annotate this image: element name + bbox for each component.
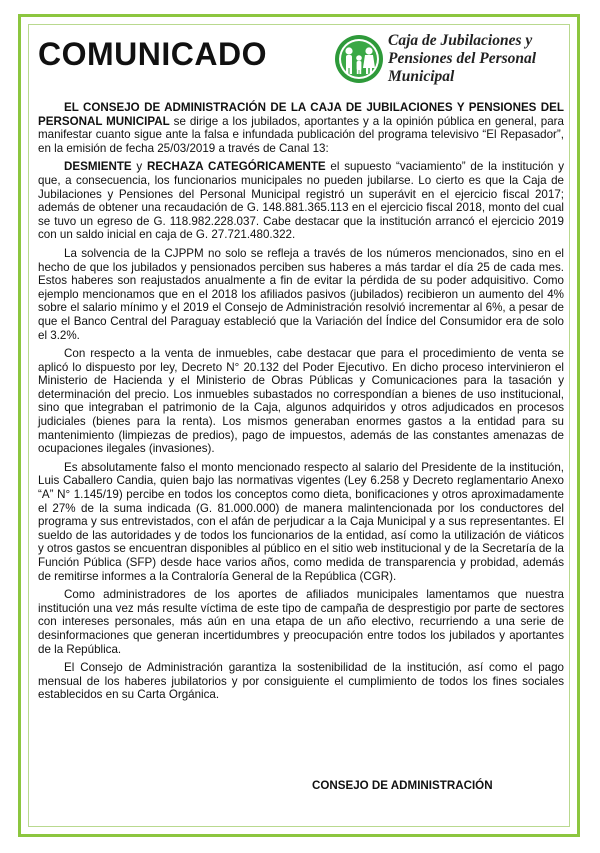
desmiente-bold: DESMIENTE	[64, 160, 132, 174]
intro-rest: se dirige a los jubilados, aportantes y a la opinión pública en general, para manifestar cuanto sigue ante la falsa e infundada publicación del programa televisivo “El Repasador”, en la emisión de fecha 25/03/2019 a través de Canal 13:	[38, 114, 564, 155]
paragraph-garantia: El Consejo de Administración garantiza la sostenibilidad de la institución, así como el pago mensual de los haberes jubilatorios y por consiguiente el cumplimiento de todos los fines sociales establecidos en su Carta Orgánica.	[38, 661, 564, 702]
paragraph-salario: Es absolutamente falso el monto mencionado respecto al salario del Presidente de la institución, Luis Caballero Candia, quien bajo las normativas vigentes (Ley 6.258 y Decreto reglamentario Anexo “A” N° 1.145/19) percibe en todos los conceptos como dieta, bonificaciones y otros aproximadamente el 27% de la suma indicada (G. 81.000.000) de manera malintencionada por los conductores del programa y sus entrevistados, con el afán de perjudicar a la Caja Municipal y a sus representantes. El sueldo de las autoridades y de todos los funcionarios de la entidad, así como la utilización de viáticos y otros gastos se encuentran disponibles al público en el sitio web institucional y de la Secretaría de la Función Pública (SFP) desde hace varios años, como medida de transparencia y probidad, además de remitirse informes a la Contraloría General de la República (CGR).	[38, 460, 564, 583]
org-line-1: Caja de Jubilaciones y	[388, 32, 533, 49]
organization-name	[388, 32, 568, 86]
paragraph-administradores: Como administradores de los aportes de afiliados municipales lamentamos que nuestra institución una vez más resulte víctima de este tipo de campaña de desprestigio por parte de sectores con intereses personales, más aún en una etapa de un año electivo, recurriendo a una serie de desinformaciones que generan incertidumbres y preocupación entre todos los jubilados y aportantes de la República.	[38, 588, 564, 656]
paragraph-desmiente	[38, 160, 564, 242]
desmiente-and: y	[131, 160, 147, 174]
signature: CONSEJO DE ADMINISTRACIÓN	[312, 779, 493, 792]
family-logo-icon	[334, 34, 384, 84]
rechaza-bold: RECHAZA CATEGÓRICAMENTE	[146, 160, 326, 174]
page-title: COMUNICADO	[38, 36, 267, 72]
paragraph-inmuebles: Con respecto a la venta de inmuebles, cabe destacar que para el procedimiento de venta se aplicó lo dispuesto por ley, Decreto N° 20.132 del Poder Ejecutivo. En dicho proceso intervinieron el Ministerio de Hacienda y el Ministerio de Obras Públicas y Comunicaciones para la tasación y determinación del precio. Los inmuebles subastados no correspondían a bienes de uso institucional, sino que integraban el patrimonio de la Caja, algunos adquiridos y otros adjudicados en procesos judiciales (bienes para la renta). Los mismos generaban enormes gastos a la entidad para su mantenimiento (limpiezas de predios), pago de impuestos, además de las constantes amenazas de ocupaciones ilegales (invasiones).	[38, 347, 564, 456]
paragraph-solvencia: La solvencia de la CJPPM no solo se refleja a través de los números mencionados, sino en el hecho de que los jubilados y pensionados perciben sus haberes a más tardar el día 25 de cada mes. Estos haberes son reajustados anualmente a fin de evitar la pérdida de su poder adquisitivo. Como ejemplo mencionamos que en el 2018 los afiliados pasivos (jubilados) recibieron un aumento del 4% sobre el salario mínimo y el 2019 el Consejo de Administración resolvió incrementar al 6%, a pesar de que el Banco Central del Paraguay estableció que la Variación del Índice del Consumidor era de solo el 3.2%.	[38, 246, 564, 342]
org-line-3: Municipal	[388, 68, 455, 85]
org-line-2: Pensiones del Personal	[388, 50, 537, 67]
paragraph-intro	[38, 101, 564, 155]
intro-bold: EL CONSEJO DE ADMINISTRACIÓN DE LA CAJA DE JUBILACIONES Y PENSIONES DEL PERSONAL MUNICIPAL	[38, 101, 564, 128]
communique-body	[38, 101, 564, 707]
header	[36, 30, 566, 92]
desmiente-rest: el supuesto “vaciamiento” de la institución y que, a consecuencia, los funcionarios municipales no pueden jubilarse. Lo cierto es que la Caja de Jubilaciones y Pensiones del Personal Municipal registró un superávit en el ejercicio fiscal 2017; además de obtener una recaudación de G. 148.881.365.113 en el ejercicio fiscal 2018, monto del cual se tuvo un egreso de G. 118.982.228.037. Cabe destacar que la institución arrancó el ejercicio 2019 con un saldo inicial en caja de G. 27.721.480.322.	[38, 160, 564, 242]
